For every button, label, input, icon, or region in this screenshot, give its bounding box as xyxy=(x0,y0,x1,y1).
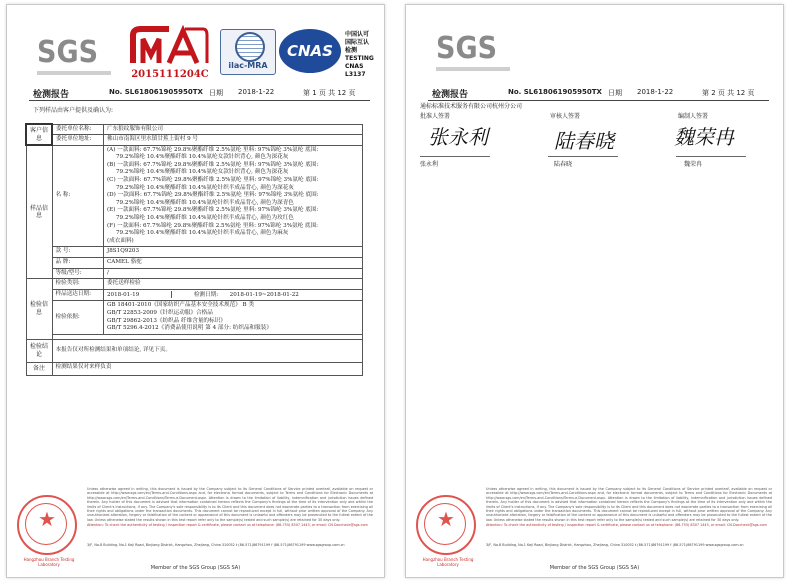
authenticity-note: Attention: To check the authenticity of testing / inspection report & certificate, please contact us at telephone: (86-755) 8307 1443, or email: CN.Doccheck@sgs.com xyxy=(486,523,767,528)
test-type-value: 委托送样检验 xyxy=(104,279,363,290)
globe-icon xyxy=(235,32,265,62)
list-item: 79.2%锦纶 10.4%聚酯纤维 10.4%氨纶女款针织背心, 颜色为深花灰 xyxy=(116,154,289,161)
list-item: GB/T 22853-2009《针织运动服》合格品 xyxy=(107,309,213,316)
list-item: (C) 一款面料: 67.7%锦纶 29.8%聚酯纤维 2.5%氨纶 里料: 97%锦纶 3%氨纶 底围: xyxy=(107,177,319,184)
list-item: (B) 一款面料: 67.7%锦纶 29.8%聚酯纤维 2.5%氨纶 里料: 97%锦纶 3%氨纶 底围: xyxy=(107,161,319,168)
list-item: 79.2%锦纶 10.4%聚酯纤维 10.4%氨纶女款针织背心, 颜色为深花灰 xyxy=(116,169,289,176)
test-period-label: 检测日期: xyxy=(193,291,219,298)
editor-label: 编制人签署 xyxy=(678,113,709,120)
remark-section-label: 备注 xyxy=(26,362,52,375)
style-label: 款 号: xyxy=(52,247,104,258)
cnas-side-text: 中国认可 国际互认 检测 TESTING CNAS L3137 xyxy=(345,31,374,78)
editor-signature: 魏荣冉 xyxy=(674,125,734,149)
intro-text: 下列样品由客户提供及确认为: xyxy=(33,107,114,114)
footer-fine-print: Unless otherwise agreed in writing, this document is issued by the Company subject to its General Conditions of Service printed overleaf, available on request or accessible at http://www.sgs.com/en/Terms-and-Conditions.aspx and, for electronic format documents, subject to Terms and Conditions for Electronic Documents at http://www.sgs.com/en/Terms-and-Conditions/Terms-e-Document.aspx. Attention is drawn to the limitation of liability, indemnification and jurisdiction issues defined therein. Any holder of this document is advised that information contained hereon reflects the Company's findings at the time of its intervention only and within the limits of Client's instructions, if any. The Company's sole responsibility is to its Client and this document does not exonerate parties to a transaction from exercising all their rights and obligations under the transaction documents. This document cannot be reproduced except in full, without prior written approval of the Company. Any unauthorized alteration, forgery or falsification of the content or appearance of this document is unlawful and offenders may be prosecuted to the fullest extent of the law. Unless otherwise stated the results shown in this test report refer only to the sample(s) tested and such sample(s) are retained for 30 days only. Attention: To check the authenticity of testing / inspection report & certificate, please contact us at telephone: (86-755) 8307 1443, or email: CN.Doccheck@sgs.com xyxy=(87,487,373,528)
seal-text: Hangzhou Branch Testing Laboratory xyxy=(422,557,474,567)
list-item: (A) 一款面料: 67.7%锦纶 29.8%聚酯纤维 2.5%氨纶 里料: 97%锦纶 3%氨纶 底围: xyxy=(107,146,319,153)
report-date: 2018-1-22 xyxy=(637,88,674,96)
table-row xyxy=(26,289,363,301)
received-date-cell xyxy=(104,289,363,301)
table-row xyxy=(26,258,363,269)
page-footer xyxy=(406,479,783,577)
approver-signature: 张永利 xyxy=(428,125,488,149)
reviewer-name: 陆春晓 xyxy=(554,161,573,168)
test-period-value: 2018-01-19~2018-01-22 xyxy=(229,291,299,298)
client-address-value: 佛山市南海区里水镇甘蕉上街村 9 号 xyxy=(104,135,363,146)
cma-mark-icon xyxy=(129,25,211,67)
company-name: 通标标准技术服务有限公司杭州分公司 xyxy=(420,103,523,110)
list-item: 79.2%锦纶 10.4%聚酯纤维 10.4%氨纶针织半成品背心, 颜色为麻灰 xyxy=(116,230,289,237)
ilac-label: ilac-MRA xyxy=(228,61,268,70)
footer-address: 3/F, No.8 Building, No.1 Keji Road, Binjiang District, Hangzhou, Zhejiang, China 310052 t (86-571)86791199 f (86-571)86791199 www.sgsgroup.com.cn xyxy=(486,543,744,547)
basis-label: 检验依据: xyxy=(52,301,104,334)
table-row xyxy=(26,339,363,362)
lab-seal xyxy=(416,495,476,567)
received-date-value: 2018-01-19 xyxy=(107,291,140,298)
table-row xyxy=(26,362,363,375)
reviewer-label: 审核人签署 xyxy=(550,113,581,120)
table-row xyxy=(26,135,363,146)
star-icon: ★ xyxy=(38,507,56,531)
table-row xyxy=(26,124,363,135)
header-divider xyxy=(29,100,370,101)
table-row xyxy=(26,145,363,247)
client-section-label: 客户信息 xyxy=(26,124,52,145)
sgs-logo-bar xyxy=(37,71,111,75)
list-item: (F) 一款面料: 67.7%锦纶 29.8%聚酯纤维 2.5%氨纶 里料: 97%锦纶 3%氨纶 底围: xyxy=(107,222,319,229)
client-name-label: 委托单位名称: xyxy=(52,124,104,135)
list-item: 79.2%锦纶 10.4%聚酯纤维 10.4%氨纶针织半成品背心, 颜色为玫红色 xyxy=(116,215,294,222)
list-item: 79.2%锦纶 10.4%聚酯纤维 10.4%氨纶针织半成品背心, 颜色为深花灰 xyxy=(116,184,294,191)
conclusion-value: 本报告仅对所检测结果和单项结论, 详见下页。 xyxy=(52,339,363,362)
sgs-member-note: Member of the SGS Group (SGS SA) xyxy=(549,565,640,571)
footer-address: 3/F, No.8 Building, No.1 Keji Road, Binjiang District, Hangzhou, Zhejiang, China 310052 t (86-571)86791199 f (86-571)86791199 www.sgsgroup.com.cn xyxy=(87,543,345,547)
sgs-member-note: Member of the SGS Group (SGS SA) xyxy=(150,565,241,571)
seal-text: Hangzhou Branch Testing Laboratory xyxy=(23,557,75,567)
list-item: (E) 一款面料: 67.7%锦纶 29.8%聚酯纤维 2.5%氨纶 里料: 97%锦纶 3%氨纶 底围: xyxy=(107,207,319,214)
sgs-logo: SGS xyxy=(37,35,99,70)
report-title: 检测报告 xyxy=(33,90,70,100)
cma-logo xyxy=(129,25,211,79)
table-row xyxy=(26,279,363,290)
page-info: 第 1 页 共 12 页 xyxy=(303,89,356,97)
list-item: 79.2%锦纶 10.4%聚酯纤维 10.4%氨纶针织半成品背心, 颜色为深青色 xyxy=(116,199,294,206)
page-footer xyxy=(7,479,384,577)
grade-value: / xyxy=(104,268,363,279)
list-item: GB/T 5296.4-2012《消费品使用说明 第 4 部分: 纺织品和服装》 xyxy=(107,325,272,332)
table-row xyxy=(26,247,363,258)
sample-note: (成衣面料) xyxy=(107,237,134,244)
table-row xyxy=(26,301,363,334)
star-icon: ★ xyxy=(437,507,455,531)
conclusion-section-label: 检验结论 xyxy=(26,339,52,362)
cma-code: 2015111204C xyxy=(131,69,209,80)
grade-label: 等级/型号: xyxy=(52,268,104,279)
brand-label: 品 牌: xyxy=(52,258,104,269)
sgs-logo-bar xyxy=(436,67,510,71)
remark-value: 检测结果仅对来样负责 xyxy=(52,362,363,375)
report-header xyxy=(33,87,366,99)
sgs-logo: SGS xyxy=(436,31,498,66)
lab-seal xyxy=(17,495,77,567)
test-section-label: 检验信息 xyxy=(26,279,52,340)
page-info: 第 2 页 共 12 页 xyxy=(702,89,755,97)
sample-name-list xyxy=(104,145,363,247)
brand-value: CAMEL 骆驼 xyxy=(104,258,363,269)
report-page-1 xyxy=(6,4,385,578)
table-row xyxy=(26,268,363,279)
received-date-label: 样品送达日期: xyxy=(52,289,104,301)
cnas-label: CNAS xyxy=(287,42,333,60)
report-title: 检测报告 xyxy=(432,90,469,100)
style-value: J8S1Q9203 xyxy=(104,247,363,258)
reviewer-signature: 陆春晓 xyxy=(554,129,614,153)
report-header xyxy=(432,87,765,99)
report-info-table xyxy=(25,123,363,376)
sample-name-label: 名 称: xyxy=(52,145,104,247)
report-number: No. SL618061905950TX xyxy=(508,88,602,96)
date-label: 日期 xyxy=(209,89,223,97)
footer-fine-print: Unless otherwise agreed in writing, this document is issued by the Company subject to its General Conditions of Service printed overleaf, available on request or accessible at http://www.sgs.com/en/Terms-and-Conditions.aspx and, for electronic format documents, subject to Terms and Conditions for Electronic Documents at http://www.sgs.com/en/Terms-and-Conditions/Terms-e-Document.aspx. Attention is drawn to the limitation of liability, indemnification and jurisdiction issues defined therein. Any holder of this document is advised that information contained hereon reflects the Company's findings at the time of its intervention only and within the limits of Client's instructions, if any. The Company's sole responsibility is to its Client and this document does not exonerate parties to a transaction from exercising all their rights and obligations under the transaction documents. This document cannot be reproduced except in full, without prior written approval of the Company. Any unauthorized alteration, forgery or falsification of the content or appearance of this document is unlawful and offenders may be prosecuted to the fullest extent of the law. Unless otherwise stated the results shown in this test report refer only to the sample(s) tested and such sample(s) are retained for 30 days only. Attention: To check the authenticity of testing / inspection report & certificate, please contact us at telephone: (86-755) 8307 1443, or email: CN.Doccheck@sgs.com xyxy=(486,487,772,528)
basis-list xyxy=(104,301,363,334)
list-item: (D) 一款面料: 67.7%锦纶 29.8%聚酯纤维 2.5%氨纶 里料: 97%锦纶 3%氨纶 底围: xyxy=(107,192,319,199)
list-item: GB/T 29862-2013《纺织品 纤维含量的标识》 xyxy=(107,317,226,324)
client-name-value: 广东狼纹服饰有限公司 xyxy=(104,124,363,135)
ilac-mra-logo xyxy=(220,29,276,75)
report-date: 2018-1-22 xyxy=(238,88,275,96)
report-number: No. SL618061905950TX xyxy=(109,88,203,96)
sample-section-label: 样品信息 xyxy=(26,145,52,279)
editor-name: 魏荣冉 xyxy=(684,161,703,168)
approver-name: 张永利 xyxy=(420,161,439,168)
approver-label: 批准人签署 xyxy=(420,113,451,120)
client-address-label: 委托单位地址: xyxy=(52,135,104,146)
test-type-label: 检验类别: xyxy=(52,279,104,290)
report-page-2 xyxy=(405,4,784,578)
authenticity-note: Attention: To check the authenticity of testing / inspection report & certificate, please contact us at telephone: (86-755) 8307 1443, or email: CN.Doccheck@sgs.com xyxy=(87,523,368,528)
list-item: GB 18401-2010《国家纺织产品基本安全技术规范》 B 类 xyxy=(107,302,255,309)
date-label: 日期 xyxy=(608,89,622,97)
cnas-logo xyxy=(279,29,341,73)
